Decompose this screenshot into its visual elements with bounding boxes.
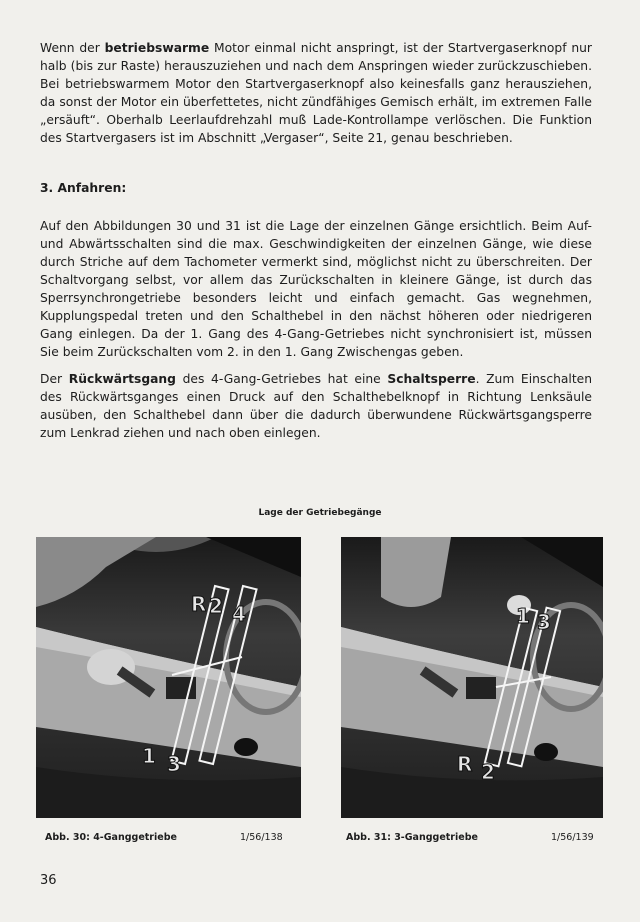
page-number: 36 (40, 873, 57, 888)
figure-caption: Abb. 31: 3-Ganggetriebe (346, 832, 478, 843)
text-run: . Zum Einschalten des Rückwärtsganges einen Druck auf den Schalthebelknopf in Richtung Lenksäule ausüben, den Schalthebel dann über die dadurch überwundene Rückwärtsgangsperre zum Lenkrad ziehen und nach oben einlegen. (40, 372, 593, 440)
text-run: Motor einmal nicht anspringt, ist der Startvergaserknopf nur halb (bis zur Raste) herauszuziehen und nach dem Anspringen wieder zurückzuschieben. Bei betriebswarmem Motor den Startvergaserknopf also keinesfalls ganz herausziehen, da sonst der Motor ein überfettetes, nicht zündfähiges Gemisch erhält, im extremen Falle „ersäuft“. Oberhalb Leerlaufdrehzahl muß Lade-Kontrollampe verlöschen. Die Funktion des Startvergasers ist im Abschnitt „Vergaser“, Seite 21, genau beschrieben. (40, 41, 592, 145)
bold-term: betriebswarme (104, 41, 210, 55)
bold-term: Schaltsperre (387, 372, 476, 386)
text-run: Wenn der (40, 41, 105, 55)
gear-label-4: 4 (232, 602, 246, 626)
gear-label-3: 3 (167, 752, 181, 776)
gear-label-2: 2 (209, 594, 223, 618)
text-run: des 4-Gang-Getriebes hat eine (176, 372, 388, 386)
gear-label-2: 2 (481, 760, 495, 784)
gear-label-r: R (457, 752, 473, 776)
paragraph-gear-shifting: Auf den Abbildungen 30 und 31 ist die Lage der einzelnen Gänge ersichtlich. Beim Auf- und Abwärtsschalten sind die max. Geschwindigkeiten der einzelnen Gänge, wie diese durch Striche auf dem Tachometer vermerkt sind, möglichst nicht zu überschreiten. Der Schaltvorgang selbst, vor allem das Zurückschalten in kleinere Gänge, ist durch das Sperrsynchrongetriebe besonders leicht und einfach gemacht. Gas wegnehmen, Kupplungspedal treten und den Schalthebel in den nächst höheren oder niedrigeren Gang einlegen. Da der 1. Gang des 4-Gang-Getriebes nicht synchronisiert ist, müssen Sie beim Zurückschalten vom 2. in den 1. Gang Zwischengas geben. (40, 219, 592, 359)
gear-label-r: R (191, 592, 207, 616)
paragraph-reverse-gear (40, 370, 592, 442)
text-run: Der (40, 372, 69, 386)
bold-term: Rückwärtsgang (68, 372, 176, 386)
section-heading: 3. Anfahren: (40, 181, 127, 195)
paragraph-warm-engine (40, 39, 592, 147)
gear-label-1: 1 (516, 604, 530, 628)
gear-label-3: 3 (537, 610, 551, 634)
figure-code: 1/56/138 (240, 832, 283, 843)
figure-caption: Abb. 30: 4-Ganggetriebe (45, 832, 177, 843)
figure-title: Lage der Getriebegänge (258, 508, 382, 518)
photo-3-speed-gearbox (341, 537, 603, 818)
photo-4-speed-gearbox (36, 537, 301, 818)
gear-label-1: 1 (142, 744, 156, 768)
figure-code: 1/56/139 (551, 832, 594, 843)
